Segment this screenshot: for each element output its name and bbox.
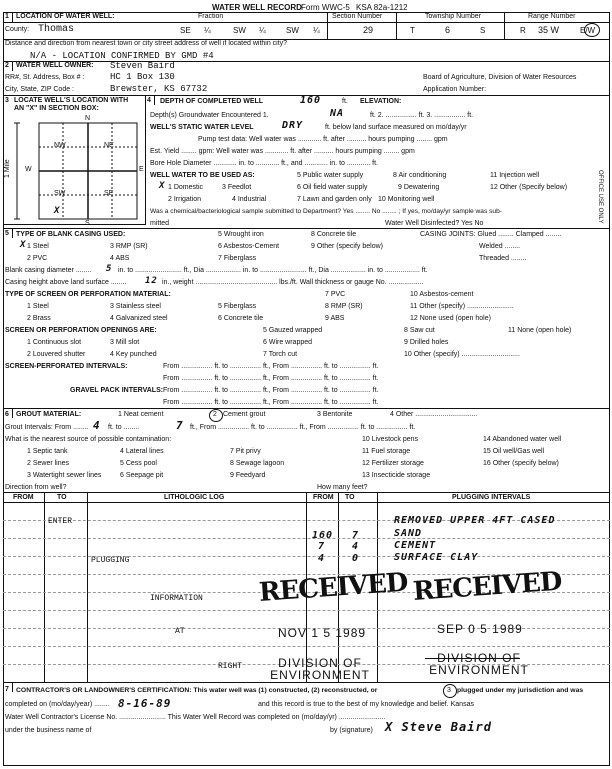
source-fuel: 11 Fuel storage bbox=[362, 448, 411, 455]
section-number: 5 bbox=[5, 230, 9, 237]
screen-abs: 9 ABS bbox=[325, 315, 345, 322]
grout-other: 4 Other ................................ bbox=[390, 411, 478, 418]
ksa-ref: KSA 82a-1212 bbox=[356, 3, 408, 12]
casing-joints: CASING JOINTS: Glued ........ Clamped ........ bbox=[420, 231, 562, 238]
screen-intervals-2: From ................ ft. to ................ ft., From ................ ft. to ................ ft. bbox=[163, 375, 379, 382]
use-injection: 11 Injection well bbox=[490, 172, 540, 179]
quarter-3: SW bbox=[286, 26, 299, 35]
certification-circle-num: 3 bbox=[447, 687, 451, 694]
use-oil-field: 6 Oil field water supply bbox=[297, 184, 368, 191]
screen-intervals-1: From ................ ft. to ................ ft., From ................ ft. to ................ ft. bbox=[163, 363, 379, 370]
casing-other: 9 Other (specify below) bbox=[311, 243, 383, 250]
source-seepage: 6 Seepage pit bbox=[120, 472, 164, 479]
quarter-sign-2: ¼ bbox=[259, 26, 266, 35]
source-lateral: 4 Lateral lines bbox=[120, 448, 164, 455]
source-oil-gas: 15 Oil well/Gas well bbox=[483, 448, 545, 455]
plug-to-header: TO bbox=[345, 494, 355, 501]
section-number: 3 bbox=[5, 97, 9, 104]
source-sewer: 2 Sewer lines bbox=[27, 460, 70, 467]
received-stamp-1: RECEIVED bbox=[258, 567, 409, 608]
log-to-header: TO bbox=[57, 494, 67, 501]
opening-torch: 7 Torch cut bbox=[263, 351, 298, 358]
section-number: 6 bbox=[5, 411, 9, 418]
owner-value: Steven Baird bbox=[110, 61, 175, 71]
opening-saw: 8 Saw cut bbox=[404, 327, 435, 334]
use-air-conditioning: 8 Air conditioning bbox=[393, 172, 447, 179]
yield-line: Est. Yield ........ gpm: Well water was ............ ft. after .......... hours pumping ........ gpm bbox=[150, 148, 415, 155]
compass-s: S bbox=[85, 220, 90, 227]
grout-cement: Cement grout bbox=[223, 411, 266, 418]
county-label: County: bbox=[5, 26, 30, 33]
section-number: 7 bbox=[5, 686, 9, 693]
screen-asbestos: 10 Asbestos-cement bbox=[410, 291, 474, 298]
fraction-label: Fraction bbox=[198, 13, 224, 20]
locate-title-1: LOCATE WELL'S LOCATION WITH bbox=[14, 97, 129, 104]
quadrant-nw: NW bbox=[54, 142, 66, 149]
form-title: WATER WELL RECORD bbox=[212, 3, 302, 12]
opening-other: 10 Other (specify) .............................. bbox=[404, 351, 520, 358]
mile-label: 1 Mile bbox=[4, 159, 11, 178]
grout-intervals-label: Grout Intervals: From ........ bbox=[5, 424, 89, 431]
casing-steel: 1 Steel bbox=[27, 243, 49, 250]
use-domestic-mark: X bbox=[159, 181, 166, 191]
certification-line-1b: plugged under my jurisdiction and was bbox=[457, 687, 584, 694]
openings-title: SCREEN OR PERFORATION OPENINGS ARE: bbox=[5, 327, 157, 334]
groundwater-value: NA bbox=[330, 108, 345, 119]
note-enter: ENTER bbox=[48, 517, 73, 526]
completed-label: completed on (mo/day/year) ........ bbox=[5, 701, 110, 708]
signature-label: by (signature) bbox=[330, 727, 373, 734]
compass-e: E bbox=[139, 166, 144, 173]
grout-intervals-rest: ft., From ................ ft. to ................ ft., From ................ ft. to ................ ft. bbox=[190, 424, 416, 431]
plug-row-2-from: 7 bbox=[318, 541, 326, 552]
direction-label: Direction from well? bbox=[5, 484, 67, 491]
source-feedyard: 9 Feedyard bbox=[230, 472, 266, 479]
license-line: Water Well Contractor's License No. ........................ This Water Well Record was completed on (mo/day/yr) ........................ bbox=[5, 714, 386, 721]
grout-neat: 1 Neat cement bbox=[118, 411, 164, 418]
height-rest: in., weight .......................................... lbs./ft. Wall thickness or gauge No. .................. bbox=[162, 279, 424, 286]
bore-line: Bore Hole Diameter ............ in. to ............ ft., and ............ in. to ............ ft. bbox=[150, 160, 378, 167]
plug-row-1-text: REMOVED UPPER 4FT CASED bbox=[394, 515, 556, 526]
ew-value: E/W bbox=[580, 26, 596, 35]
county-value: Thomas bbox=[38, 24, 75, 35]
township-value: 6 bbox=[445, 25, 451, 35]
plug-row-1-from: 160 bbox=[312, 530, 334, 541]
location-title: LOCATION OF WATER WELL: bbox=[16, 13, 115, 20]
grout-to-value: 7 bbox=[176, 419, 184, 432]
diameter-label: Blank casing diameter ........ bbox=[5, 267, 92, 274]
received-date-2: SEP 0 5 1989 bbox=[437, 622, 523, 636]
received-stamp-2: RECEIVED bbox=[412, 566, 563, 607]
source-fertilizer: 12 Fertilizer storage bbox=[362, 460, 424, 467]
source-abandoned: 14 Abandoned water well bbox=[483, 436, 562, 443]
depth-value: 160 bbox=[300, 95, 322, 106]
casing-title: TYPE OF BLANK CASING USED: bbox=[16, 231, 126, 238]
screen-title: TYPE OF SCREEN OR PERFORATION MATERIAL: bbox=[5, 291, 171, 298]
sample-mitted: mitted bbox=[150, 220, 170, 227]
opening-key: 4 Key punched bbox=[110, 351, 157, 358]
compass-w: W bbox=[25, 166, 32, 173]
use-lawn: 7 Lawn and garden only bbox=[297, 196, 372, 203]
use-title: WELL WATER TO BE USED AS: bbox=[150, 172, 255, 179]
section-number: 2 bbox=[5, 62, 9, 69]
completed-date: 8-16-89 bbox=[118, 697, 172, 710]
casing-rmp: 3 RMP (SR) bbox=[110, 243, 148, 250]
how-many-feet-label: How many feet? bbox=[317, 484, 368, 491]
plug-from-header: FROM bbox=[313, 494, 334, 501]
opening-none: 11 None (open hole) bbox=[508, 327, 572, 334]
screen-concrete: 6 Concrete tile bbox=[218, 315, 264, 322]
source-pit-privy: 7 Pit privy bbox=[230, 448, 261, 455]
quadrant-sw: SW bbox=[54, 190, 66, 197]
quarter-sign-1: ¼ bbox=[204, 26, 211, 35]
quarter-2: SW bbox=[233, 26, 246, 35]
groundwater-label: Depth(s) Groundwater Encountered 1. bbox=[150, 112, 269, 119]
plugging-intervals-header: PLUGGING INTERVALS bbox=[452, 494, 531, 501]
casing-pvc: 2 PVC bbox=[27, 255, 48, 262]
groundwater-rest: ft. 2. ................ ft. 3. ................ ft. bbox=[370, 112, 474, 119]
opening-mill: 3 Mill slot bbox=[110, 339, 140, 346]
plug-row-3-from: 4 bbox=[318, 553, 326, 564]
section-value: 29 bbox=[363, 25, 374, 35]
opening-continuous: 1 Continuous slot bbox=[27, 339, 82, 346]
plug-row-1-to: 7 bbox=[352, 530, 360, 541]
board-label: Board of Agriculture, Division of Water Resources bbox=[423, 74, 577, 81]
static-level-rest: ft. below land surface measured on mo/day/yr bbox=[325, 124, 467, 131]
gravel-intervals-1: From ................ ft. to ................ ft., From ................ ft. to ................ ft. bbox=[163, 387, 379, 394]
section-number: 1 bbox=[5, 13, 9, 20]
sample-question: Was a chemical/bacteriological sample submitted to Department? Yes ........ No ........ ; If yes, mo/day/yr sample was sub- bbox=[150, 208, 502, 215]
depth-label: DEPTH OF COMPLETED WELL bbox=[160, 98, 264, 105]
note-at: AT bbox=[175, 627, 185, 636]
received-date-1: NOV 1 5 1989 bbox=[278, 626, 367, 640]
gravel-intervals-label: GRAVEL PACK INTERVALS: bbox=[70, 387, 164, 394]
quarter-sign-3: ¼ bbox=[313, 26, 320, 35]
diameter-value: 5 bbox=[106, 264, 113, 274]
use-monitoring: 10 Monitoring well bbox=[378, 196, 435, 203]
use-public-supply: 5 Public water supply bbox=[297, 172, 364, 179]
pump-test-line: Pump test data: Well water was ............ ft. after .......... hours pumping ........ gpm bbox=[198, 136, 448, 143]
source-other: 16 Other (specify below) bbox=[483, 460, 559, 467]
note-right: RIGHT bbox=[218, 662, 243, 671]
use-feedlot: 3 Feedlot bbox=[222, 184, 252, 191]
s-label: S bbox=[480, 26, 486, 35]
address-label: RR#, St. Address, Box # : bbox=[5, 74, 85, 81]
screen-rmp: 8 RMP (SR) bbox=[325, 303, 363, 310]
source-livestock: 10 Livestock pens bbox=[362, 436, 419, 443]
locate-title-2: AN "X" IN SECTION BOX: bbox=[14, 105, 99, 112]
joints-threaded: Threaded ........ bbox=[479, 255, 527, 262]
grout-from-value: 4 bbox=[93, 419, 101, 432]
plug-row-4-text: SURFACE CLAY bbox=[394, 552, 479, 563]
casing-wrought: 5 Wrought iron bbox=[218, 231, 264, 238]
grout-title: GROUT MATERIAL: bbox=[16, 411, 82, 418]
quadrant-se: SE bbox=[104, 190, 114, 197]
form-number: Form WWC-5 bbox=[301, 3, 350, 12]
grout-bentonite: 3 Bentonite bbox=[317, 411, 353, 418]
static-level-value: DRY bbox=[282, 120, 304, 131]
use-other: 12 Other (Specify below) bbox=[490, 184, 568, 191]
casing-steel-mark: X bbox=[20, 240, 27, 250]
opening-drilled: 9 Drilled holes bbox=[404, 339, 449, 346]
source-cess: 5 Cess pool bbox=[120, 460, 157, 467]
address-value: HC 1 Box 130 bbox=[110, 72, 175, 82]
plug-row-2-to: 4 bbox=[352, 541, 360, 552]
screen-fiberglass: 5 Fiberglass bbox=[218, 303, 257, 310]
completed-rest: and this record is true to the best of my knowledge and belief. Kansas bbox=[258, 701, 474, 708]
screen-pvc: 7 PVC bbox=[325, 291, 346, 298]
disinfected-question: Water Well Disinfected? Yes No bbox=[385, 220, 484, 227]
city-value: Brewster, KS 67732 bbox=[110, 84, 208, 94]
screen-steel: 1 Steel bbox=[27, 303, 49, 310]
township-number-label: Township Number bbox=[425, 13, 482, 20]
use-irrigation: 2 Irrigation bbox=[168, 196, 202, 203]
opening-wire: 6 Wire wrapped bbox=[263, 339, 313, 346]
log-from-header: FROM bbox=[13, 494, 34, 501]
certification-line-1: CONTRACTOR'S OR LANDOWNER'S CERTIFICATION: This water well was (1) constructed, (2) reconstructed, or bbox=[16, 687, 378, 694]
source-septic: 1 Septic tank bbox=[27, 448, 68, 455]
screen-brass: 2 Brass bbox=[27, 315, 51, 322]
application-number-label: Application Number: bbox=[423, 86, 487, 93]
source-lagoon: 8 Sewage lagoon bbox=[230, 460, 285, 467]
well-location-mark: X bbox=[54, 206, 61, 216]
plug-row-2-text: SAND bbox=[394, 528, 423, 539]
gravel-intervals-2: From ................ ft. to ................ ft., From ................ ft. to ................ ft. bbox=[163, 399, 379, 406]
depth-ft: ft. bbox=[342, 98, 348, 105]
division-stamp-1: DIVISION OF ENVIRONMENT bbox=[270, 656, 370, 682]
division-stamp-2: DIVISION OF ENVIRONMENT bbox=[429, 651, 529, 677]
screen-none: 12 None used (open hole) bbox=[410, 315, 491, 322]
use-dewatering: 9 Dewatering bbox=[398, 184, 440, 191]
screen-other: 11 Other (specify) ........................ bbox=[410, 303, 514, 310]
screen-galvanized: 4 Galvanized steel bbox=[110, 315, 168, 322]
source-watertight: 3 Watertight sewer lines bbox=[27, 472, 102, 479]
city-label: City, State, ZIP Code : bbox=[5, 86, 74, 93]
range-number-label: Range Number bbox=[528, 13, 576, 20]
use-industrial: 4 Industrial bbox=[232, 196, 267, 203]
distance-value: N/A - LOCATION CONFIRMED BY GMD #4 bbox=[30, 51, 214, 61]
section-number: 4 bbox=[147, 97, 151, 104]
casing-concrete: 8 Concrete tile bbox=[311, 231, 357, 238]
opening-gauzed: 5 Gauzed wrapped bbox=[263, 327, 323, 334]
static-level-label: WELL'S STATIC WATER LEVEL bbox=[150, 124, 254, 131]
plug-row-3-text: CEMENT bbox=[394, 540, 437, 551]
distance-label: Distance and direction from nearest town or city street address of well if located within city? bbox=[5, 40, 288, 47]
height-value: 12 bbox=[145, 276, 158, 286]
diameter-rest: in. to ........................ ft., Dia .................. in. to ........................ ft., Dia .................. in. to .................. ft. bbox=[118, 267, 428, 274]
signature: X Steve Baird bbox=[385, 720, 492, 734]
plug-row-3-to: 0 bbox=[352, 553, 360, 564]
range-value: 35 W bbox=[538, 25, 560, 35]
note-plugging: PLUGGING bbox=[91, 556, 130, 565]
section-number-label: Section Number bbox=[332, 13, 383, 20]
quarter-1: SE bbox=[180, 26, 191, 35]
lithologic-log-header: LITHOLOGIC LOG bbox=[164, 494, 225, 501]
t-label: T bbox=[410, 26, 415, 35]
source-insecticide: 13 Insecticide storage bbox=[362, 472, 431, 479]
screen-intervals-label: SCREEN-PERFORATED INTERVALS: bbox=[5, 363, 128, 370]
quadrant-ne: NE bbox=[104, 142, 114, 149]
contamination-question: What is the nearest source of possible contamination: bbox=[5, 436, 172, 443]
owner-title: WATER WELL OWNER: bbox=[16, 62, 94, 69]
grout-intervals-mid: ft. to ........ bbox=[108, 424, 140, 431]
casing-abs: 4 ABS bbox=[110, 255, 130, 262]
use-domestic: 1 Domestic bbox=[168, 184, 204, 191]
screen-stainless: 3 Stainless steel bbox=[110, 303, 161, 310]
opening-louvered: 2 Louvered shutter bbox=[27, 351, 86, 358]
grout-cement-num: 2 bbox=[213, 411, 217, 418]
casing-asbestos: 6 Asbestos-Cement bbox=[218, 243, 280, 250]
elevation-label: ELEVATION: bbox=[360, 98, 402, 105]
business-name-label: under the business name of bbox=[5, 727, 92, 734]
note-information: INFORMATION bbox=[150, 594, 203, 603]
casing-fiberglass: 7 Fiberglass bbox=[218, 255, 257, 262]
r-label: R bbox=[520, 26, 526, 35]
joints-welded: Welded ........ bbox=[479, 243, 521, 250]
compass-n: N bbox=[85, 115, 91, 122]
height-label: Casing height above land surface ........ bbox=[5, 279, 127, 286]
office-use-label: OFFICE USE ONLY bbox=[597, 170, 603, 224]
